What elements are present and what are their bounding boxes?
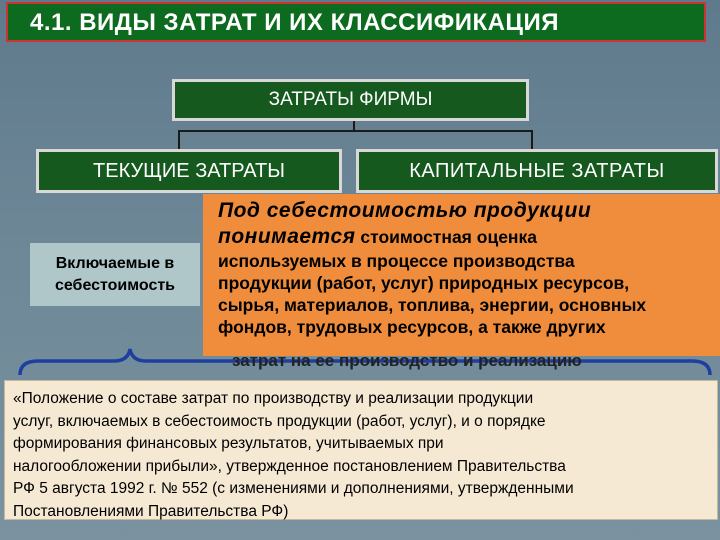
costs-root-box: ЗАТРАТЫ ФИРМЫ	[172, 79, 529, 121]
definition-line-7: затрат на ее производство и реализацию	[232, 356, 582, 370]
included-in-cost-box	[30, 243, 200, 306]
quote-line-6: Постановлениями Правительства РФ)	[13, 502, 289, 520]
quote-line-4: налогообложении прибыли», утвержденное постановлением Правительства	[13, 457, 566, 475]
quote-line-3: формирования финансовых результатов, учитываемых при	[13, 435, 444, 452]
connector-line	[178, 130, 180, 150]
included-line-1: Включаемые в	[55, 255, 175, 272]
definition-line-6: фондов, трудовых ресурсов, а также других	[218, 317, 606, 337]
included-line-2: себестоимость	[54, 277, 176, 294]
capital-costs-box: КАПИТАЛЬНЫЕ ЗАТРАТЫ	[356, 149, 718, 193]
page-title: 4.1. ВИДЫ ЗАТРАТ И ИХ КЛАССИФИКАЦИЯ	[6, 2, 706, 42]
definition-line-5: сырья, материалов, топлива, энергии, основных	[218, 295, 647, 315]
connector-line	[531, 130, 533, 150]
regulation-quote-box	[4, 380, 718, 520]
definition-line-2-rest: стоимостная оценка	[355, 227, 537, 247]
quote-line-5: РФ 5 августа 1992 г. № 552 (с изменениями и дополнениями, утвержденными	[13, 480, 574, 497]
connector-line	[178, 130, 533, 132]
current-costs-box: ТЕКУЩИЕ ЗАТРАТЫ	[36, 149, 342, 193]
cost-definition-box	[203, 194, 720, 356]
quote-line-2: услуг, включаемых в себестоимость продукции (работ, услуг), и о порядке	[13, 412, 546, 430]
definition-line-1: Под себестоимостью продукции	[218, 199, 592, 222]
definition-line-2	[218, 224, 710, 250]
definition-line-3: используемых в процессе производства	[218, 251, 575, 271]
definition-emphasis: понимается	[218, 225, 356, 248]
definition-line-4: продукции (работ, услуг) природных ресурсов,	[218, 273, 630, 293]
quote-line-1: «Положение о составе затрат по производству и реализации продукции	[13, 390, 534, 407]
